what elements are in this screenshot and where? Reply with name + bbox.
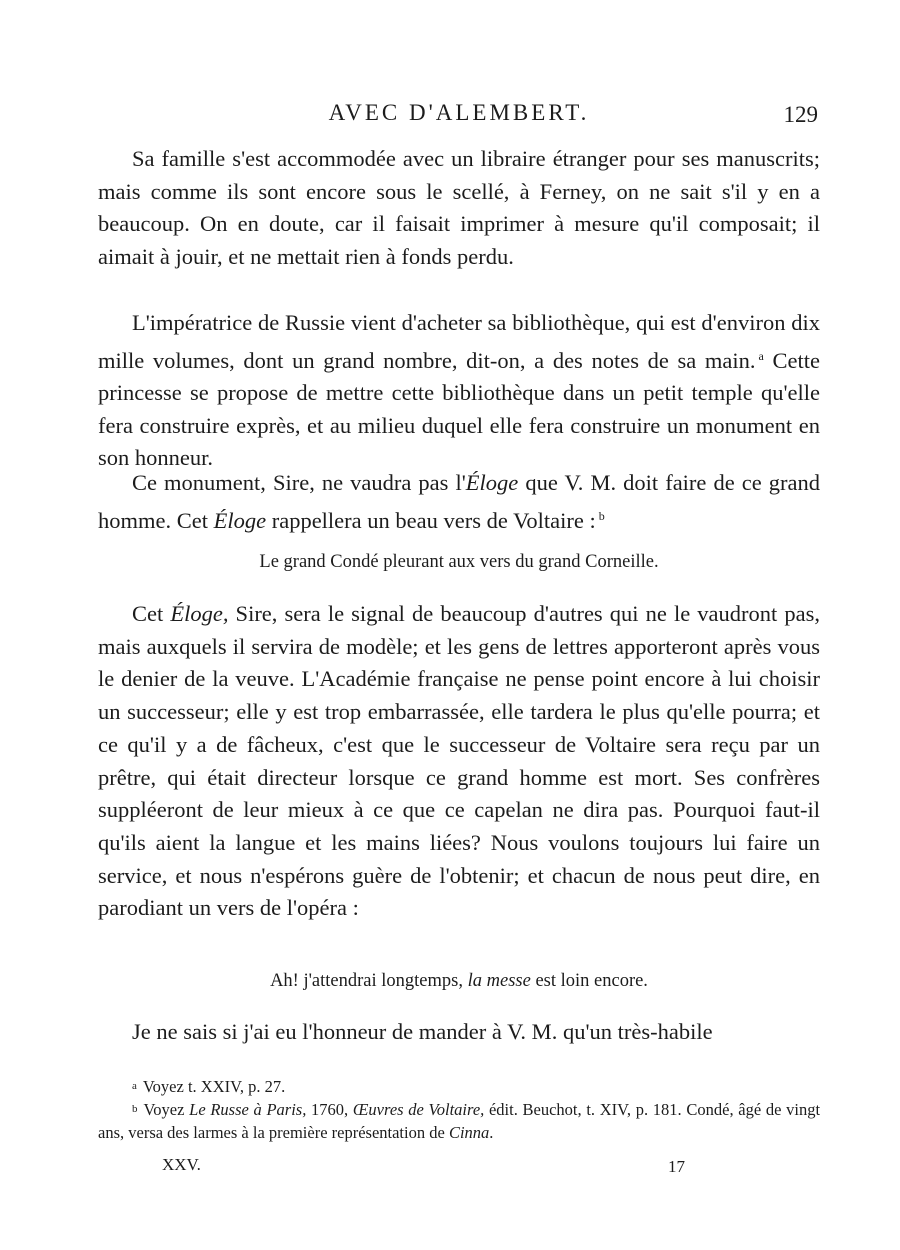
paragraph-4-text-b: Sire, sera le signal de beaucoup d'autres qui ne le vaudront pas, mais auxquels il servira de modèle; et les gens de lettres apporteront après vous le denier de la veuve. L'Académie française ne pense point encore à lui choisir un successeur; elle y est trop embarrassée, elle tardera le plus qu'elle pourra; et ce qu'il y a de fâcheux, c'est que le successeur de Voltaire sera reçu par un prêtre, qui était directeur lorsque ce grand homme est mort. Ses confrères suppléeront de leur mieux à ce que ce capelan ne dira pas. Pourquoi faut-il qu'ils aient la langue et les mains liées? Nous voulons toujours lui faire un service, et nous n'espérons guère de l'obtenir; et chacun de nous peut dire, en parodiant un vers de l'opéra : bbox=[98, 601, 820, 921]
footnote-b-end: . bbox=[489, 1123, 494, 1142]
footnote-b-title-1: Le Russe à Paris, bbox=[189, 1100, 307, 1119]
eloge-title-2: Éloge bbox=[213, 507, 267, 533]
sheet-number: 17 bbox=[668, 1157, 685, 1176]
footnote-a bbox=[98, 1075, 820, 1098]
page-number: 129 bbox=[783, 102, 818, 127]
verse-quote-2-italic: la messe bbox=[467, 971, 531, 991]
footnote-b-post: édit. Beuchot, t. XIV, p. 181. Condé, âgé de vingt ans, versa des larmes à la première représentation de bbox=[98, 1100, 821, 1142]
paragraph-2-text-b: Cette princesse se propose de mettre cette bibliothèque dans un petit temple qu'elle fera construire exprès, et au milieu duquel elle fera construire un monument en son honneur. bbox=[98, 347, 820, 471]
paragraph-3-text-a: Ce monument, Sire, ne vaudra pas l' bbox=[132, 470, 466, 495]
verse-quote-2-text-a: Ah! j'attendrai longtemps, bbox=[270, 971, 468, 991]
running-title: AVEC D'ALEMBERT. bbox=[328, 100, 590, 125]
footnote-b-mid: 1760, bbox=[306, 1100, 353, 1119]
paragraph-3-text-b: que V. M. doit faire de ce grand homme. Cet bbox=[98, 470, 820, 533]
page-header bbox=[98, 98, 820, 138]
eloge-title-3: Éloge, bbox=[170, 601, 229, 626]
paragraph-2-text-a: L'impératrice de Russie vient d'acheter sa bibliothèque, qui est d'environ dix mille volumes, dont un grand nombre, dit-on, a des notes de sa main. bbox=[98, 310, 820, 373]
footnote-b-pre: Voyez bbox=[143, 1100, 190, 1119]
paragraph-3 bbox=[98, 467, 820, 537]
verse-quote-1: Le grand Condé pleurant aux vers du grand Corneille. bbox=[259, 552, 659, 572]
paragraph-4 bbox=[98, 598, 820, 925]
paragraph-5: Je ne sais si j'ai eu l'honneur de mander à V. M. qu'un très-habile bbox=[132, 1019, 713, 1044]
verse-quote-2 bbox=[98, 971, 820, 992]
footnote-b bbox=[98, 1098, 820, 1144]
paragraph-4-text-a: Cet bbox=[132, 601, 171, 626]
footnote-b-mark: b bbox=[132, 1103, 138, 1115]
footnote-a-mark: a bbox=[132, 1080, 137, 1092]
footnotes bbox=[98, 1075, 820, 1144]
paragraph-2 bbox=[98, 307, 820, 475]
eloge-title-1: Éloge bbox=[465, 470, 519, 495]
signature-mark: XXV. bbox=[162, 1155, 201, 1174]
footnote-a-text: Voyez t. XXIV, p. 27. bbox=[142, 1077, 286, 1096]
paragraph-3-text-c: rappellera un beau vers de Voltaire : bbox=[266, 507, 596, 533]
paragraph-1: Sa famille s'est accommodée avec un libraire étranger pour ses manuscrits; mais comme ils sont encore sous le scellé, à Ferney, on ne sait s'il y en a beaucoup. On en doute, car il faisait imprimer à mesure qu'il composait; il aimait à jouir, et ne mettait rien à fonds perdu. bbox=[98, 146, 820, 269]
footnote-b-title-3: Cinna bbox=[448, 1123, 490, 1142]
footnote-ref-a: a bbox=[758, 348, 764, 363]
footnote-b-title-2: Œuvres de Voltaire, bbox=[352, 1100, 485, 1119]
verse-quote-2-text-b: est loin encore. bbox=[530, 971, 648, 991]
footnote-ref-b: b bbox=[598, 508, 605, 523]
